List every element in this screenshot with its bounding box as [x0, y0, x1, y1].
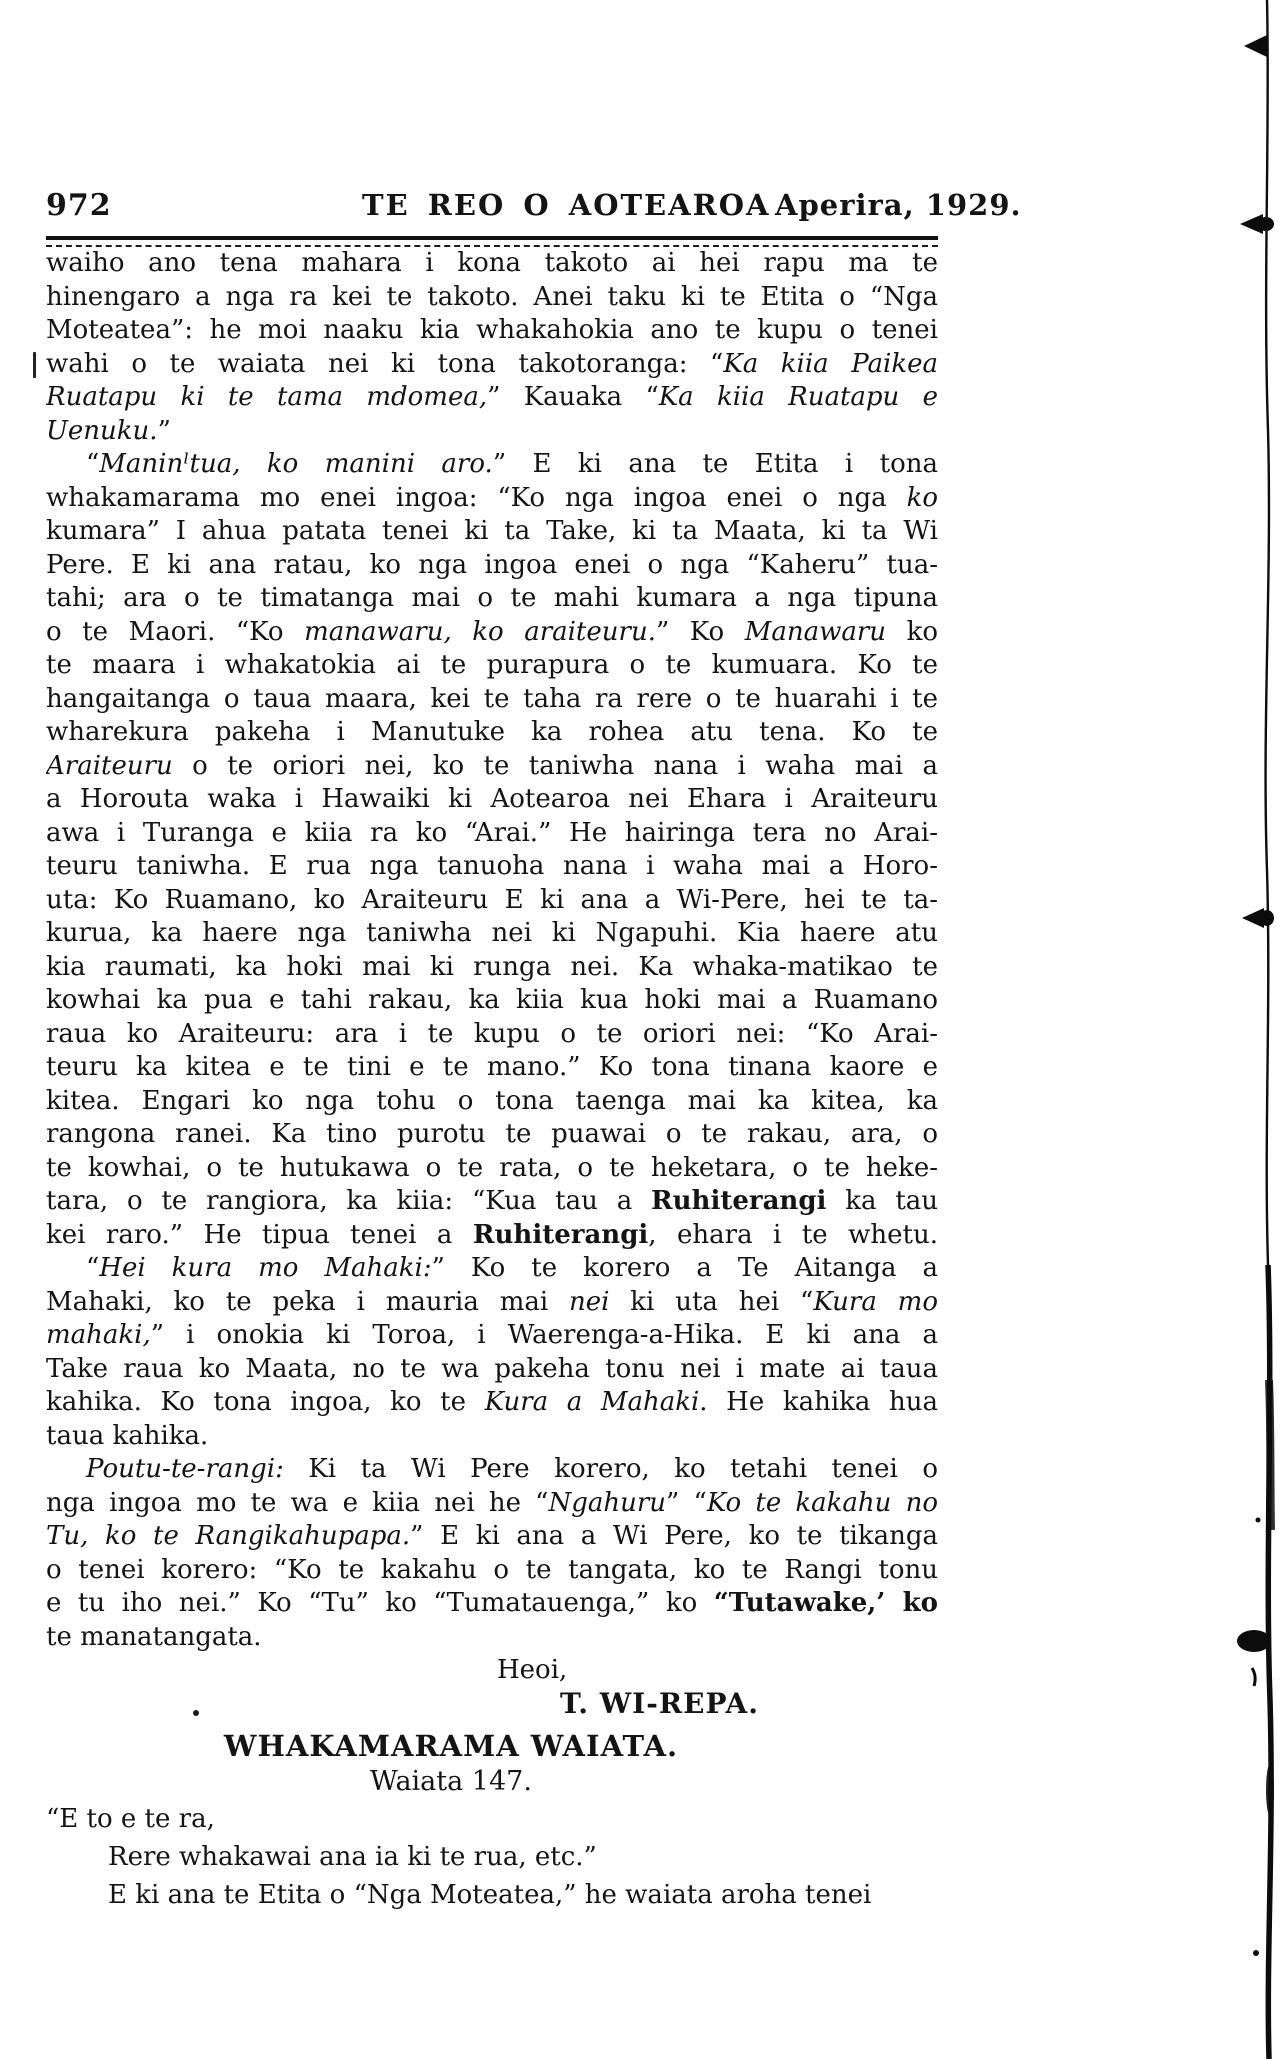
text-segment: ” Ko: [655, 616, 745, 647]
body-text-line: [46, 984, 938, 1018]
text-segment: ko: [886, 616, 938, 647]
text-segment: Poutu-te-rangi:: [86, 1454, 284, 1484]
body-text-line: [46, 1085, 938, 1119]
text-segment: mahaki,: [46, 1320, 151, 1350]
text-segment: te kowhai, o te hutukawa o te rata, o te heketara, o te heke-: [46, 1152, 938, 1183]
text-segment: ki uta hei “: [609, 1286, 814, 1317]
verse-line: E ki ana te Etita o “Nga Moteatea,” he waiata aroha tenei: [108, 1880, 872, 1910]
issue-date: Aperira, 1929.: [775, 188, 1022, 222]
text-segment: nga ingoa mo te wa e kiia nei he “: [46, 1487, 549, 1518]
body-text-line: [46, 549, 938, 583]
text-segment: ”: [157, 415, 171, 446]
stray-ink-dot: [193, 1710, 199, 1716]
text-segment: raua ko Araiteuru: ara i te kupu o te oriori nei: “Ko Arai-: [46, 1018, 938, 1049]
body-text-line: [46, 951, 938, 985]
text-segment: Tu, ko te Rangikahupapa.: [46, 1521, 411, 1551]
text-segment: ” Ko te korero a Te Aitanga a: [431, 1253, 938, 1283]
text-segment: kitea. Engari ko nga tohu o tona taenga mai ka kitea, ka: [46, 1085, 938, 1116]
text-segment: o tenei korero: “Ko te kakahu o te tangata, ko te Rangi tonu: [46, 1554, 938, 1585]
text-segment: Uenuku.: [46, 415, 158, 446]
text-segment: te maara i whakatokia ai te purapura o te kumuara. Ko te: [46, 650, 938, 680]
text-segment: te manatangata.: [46, 1621, 262, 1652]
text-segment: Maninˡtua, ko manini aro.: [99, 449, 493, 479]
text-segment: Pere. E ki ana ratau, ko nga ingoa enei o nga “Kaheru” tua-: [46, 549, 938, 580]
text-segment: teuru taniwha. E rua nga tanuoha nana i waha mai a Horo-: [46, 851, 938, 881]
body-text-line: [46, 1319, 938, 1353]
text-segment: wahi o te waiata nei ki tona takotoranga: “: [46, 348, 724, 379]
body-text-line: [46, 1554, 938, 1588]
text-segment: teuru ka kitea e te tini e te mano.” Ko tona tinana kaore e: [46, 1052, 938, 1082]
body-text-line: [46, 381, 938, 415]
text-segment: “: [86, 1253, 100, 1283]
left-margin-ink-mark: [33, 352, 36, 378]
text-segment: . He kahika hua: [699, 1387, 938, 1417]
body-text-line: [46, 1286, 938, 1320]
text-segment: Ka kiia Ruatapu e: [658, 382, 938, 412]
text-segment: Ki ta Wi Pere korero, ko tetahi tenei o: [283, 1454, 938, 1484]
text-segment: ” “: [666, 1487, 707, 1518]
article-body: [46, 247, 938, 1654]
text-segment: ” E ki ana te Etita i tona: [492, 449, 938, 479]
journal-title: TE REO O AOTEAROA: [362, 188, 771, 222]
body-text-line: [46, 1118, 938, 1152]
text-segment: rangona ranei. Ka tino purotu te puawai o te rakau, ara, o: [46, 1119, 938, 1149]
body-text-line: [46, 1152, 938, 1186]
verse-line: “E to e te ra,: [46, 1804, 215, 1834]
body-text-line: [46, 348, 938, 382]
section-heading: WHAKAMARAMA WAIATA.: [223, 1729, 679, 1763]
text-segment: tara, o te rangiora, ka kiia: “Kua tau a: [46, 1186, 652, 1216]
body-text-line: [46, 582, 938, 616]
body-text-line: [46, 515, 938, 549]
text-segment: Ko te kakahu no: [706, 1487, 938, 1518]
body-text-line: [46, 1252, 938, 1286]
text-segment: a Horouta waka i Hawaiki ki Aotearoa nei Ehara i Araiteuru: [46, 784, 938, 814]
body-text-line: [46, 1018, 938, 1052]
text-segment: o te Maori. “Ko: [46, 616, 305, 647]
text-segment: awa i Turanga e kiia ra ko “Arai.” He hairinga tera no Arai-: [46, 817, 938, 848]
text-segment: tahi; ara o te timatanga mai o te mahi kumara a nga tipuna: [46, 583, 938, 613]
verse-block: [46, 1800, 938, 1914]
text-segment: nei: [569, 1286, 610, 1317]
text-segment: ” E ki ana a Wi Pere, ko te tikanga: [410, 1521, 938, 1551]
body-text-line: [46, 1621, 938, 1655]
text-segment: kei raro.” He tipua tenei a: [46, 1219, 473, 1250]
body-text-line: [46, 817, 938, 851]
text-segment: Take raua ko Maata, no te wa pakeha tonu nei i mate ai taua: [46, 1353, 938, 1384]
body-text-line: [46, 448, 938, 482]
body-text-line: [46, 683, 938, 717]
body-text-line: [46, 482, 938, 516]
verse-line: Rere whakawai ana ia ki te rua, etc.”: [108, 1842, 597, 1872]
body-text-line: [46, 1051, 938, 1085]
section-subheading: Waiata 147.: [370, 1766, 532, 1797]
text-segment: Mahaki, ko te peka i mauria mai: [46, 1286, 570, 1317]
text-segment: “Tutawake,’ ko: [713, 1588, 938, 1618]
text-segment: , ehara i te whetu.: [648, 1219, 938, 1250]
text-segment: manawaru, ko araiteuru.: [304, 616, 656, 647]
text-segment: Hei kura mo Mahaki:: [99, 1253, 432, 1283]
body-text-line: [46, 1185, 938, 1219]
author-signature: T. WI-REPA.: [560, 1687, 759, 1720]
text-segment: kurua, ka haere nga taniwha nei ki Ngapuhi. Kia haere atu: [46, 918, 938, 948]
body-text-line: [46, 1453, 938, 1487]
header-rule-top: [46, 236, 938, 240]
body-text-line: [46, 1487, 938, 1521]
body-text-line: [46, 1219, 938, 1253]
text-segment: waiho ano tena mahara i kona takoto ai hei rapu ma te: [46, 248, 938, 278]
body-text-line: [46, 1353, 938, 1387]
text-segment: Araiteuru: [46, 750, 173, 781]
text-segment: kowhai ka pua e tahi rakau, ka kiia kua hoki mai a Ruamano: [46, 985, 938, 1015]
text-segment: Kura a Mahaki: [484, 1387, 700, 1417]
page-edge-scan-artifact: [1236, 0, 1280, 2059]
body-text-line: [46, 716, 938, 750]
text-segment: uta: Ko Ruamano, ko Araiteuru E ki ana a Wi-Pere, hei te ta-: [46, 884, 938, 915]
body-text-line: [46, 884, 938, 918]
text-segment: wharekura pakeha i Manutuke ka rohea atu tena. Ko te: [46, 717, 938, 747]
text-segment: Moteatea”: he moi naaku kia whakahokia ano te kupu o tenei: [46, 315, 938, 345]
body-text-line: [46, 616, 938, 650]
text-segment: ka tau: [826, 1186, 938, 1216]
text-segment: Ka kiia Paikea: [723, 348, 938, 379]
text-segment: kumara” I ahua patata tenei ki ta Take, ki ta Maata, ki ta Wi: [46, 516, 938, 546]
body-text-line: [46, 850, 938, 884]
text-segment: “: [86, 449, 100, 479]
text-segment: Ruhiterangi: [472, 1219, 649, 1250]
body-text-line: [46, 917, 938, 951]
text-segment: o te oriori nei, ko te taniwha nana i waha mai a: [172, 750, 938, 781]
page-number: 972: [46, 188, 112, 223]
text-segment: Manawaru: [744, 616, 887, 647]
text-segment: Kura mo: [813, 1286, 938, 1317]
body-text-line: [46, 1520, 938, 1554]
text-segment: ko: [906, 482, 938, 513]
text-segment: hinengaro a nga ra kei te takoto. Anei taku ki te Etita o “Nga: [46, 281, 938, 312]
text-segment: Ruatapu ki te tama mdomea,: [46, 382, 488, 412]
text-segment: Ruhiterangi: [651, 1186, 827, 1216]
text-segment: ” Kauaka “: [487, 382, 659, 412]
body-text-line: [46, 783, 938, 817]
text-segment: hangaitanga o taua maara, kei te taha ra rere o te huarahi i te: [46, 683, 938, 714]
body-text-line: [46, 247, 938, 281]
closing-word: Heoi,: [497, 1655, 568, 1685]
text-segment: e tu iho nei.” Ko “Tu” ko “Tumatauenga,” ko: [46, 1588, 714, 1618]
text-segment: Ngahuru: [548, 1487, 667, 1518]
body-text-line: [46, 649, 938, 683]
text-segment: ” i onokia ki Toroa, i Waerenga-a-Hika. E ki ana a: [150, 1320, 938, 1350]
body-text-line: [46, 281, 938, 315]
body-text-line: [46, 1420, 938, 1454]
text-segment: kahika. Ko tona ingoa, ko te: [46, 1387, 485, 1417]
body-text-line: [46, 750, 938, 784]
body-text-line: [46, 415, 938, 449]
body-text-line: [46, 314, 938, 348]
text-segment: kia raumati, ka hoki mai ki runga nei. Ka whaka-matikao te: [46, 951, 938, 982]
body-text-line: [46, 1386, 938, 1420]
body-text-line: [46, 1587, 938, 1621]
text-segment: whakamarama mo enei ingoa: “Ko nga ingoa enei o nga: [46, 482, 907, 513]
text-segment: taua kahika.: [46, 1420, 209, 1451]
